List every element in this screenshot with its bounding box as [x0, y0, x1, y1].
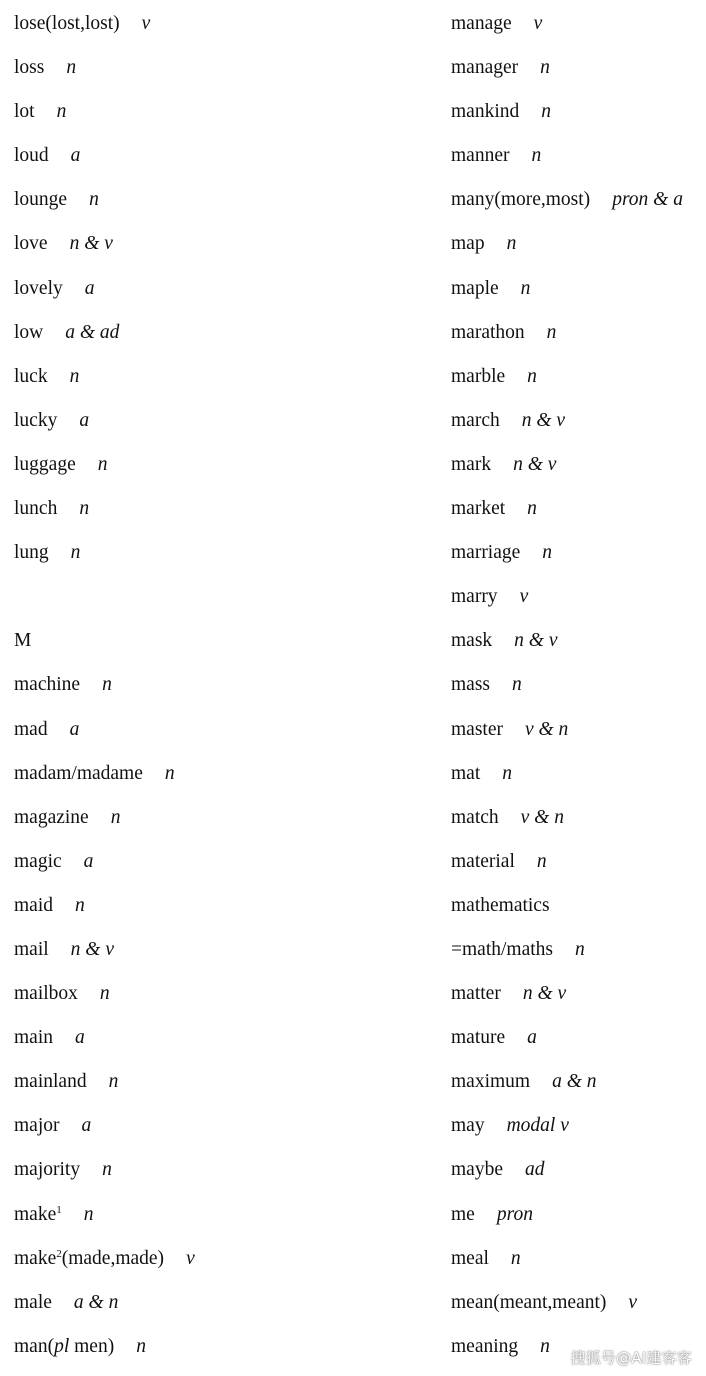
headword-part: mathematics [451, 894, 550, 916]
headword-part: maid [14, 894, 53, 916]
word-entry [451, 1016, 706, 1060]
word-entry [14, 1016, 434, 1060]
headword [451, 1060, 530, 1104]
headword-part: mad [14, 718, 48, 740]
word-entry [451, 46, 706, 90]
headword-part: marble [451, 365, 506, 387]
part-of-speech: n & v [513, 453, 557, 475]
part-of-speech: n [540, 57, 550, 79]
part-of-speech: v [519, 586, 529, 608]
part-of-speech: n [89, 189, 99, 211]
word-entry [451, 355, 706, 399]
word-entry [14, 752, 434, 796]
word-entry [14, 2, 434, 46]
watermark-text: 搜狐号@AI建客客 [570, 1349, 692, 1367]
headword-part: maybe [451, 1159, 503, 1181]
word-entry [14, 46, 434, 90]
word-entry [14, 311, 434, 355]
headword-part: many(more,most) [451, 189, 591, 211]
headword [14, 884, 53, 928]
part-of-speech: n [536, 850, 547, 872]
word-entry [14, 663, 434, 707]
headword-part: mat [451, 762, 481, 784]
headword-part: loss [14, 57, 45, 79]
headword-part: love [14, 233, 48, 255]
word-entry [14, 575, 434, 619]
headword-part: manager [451, 57, 519, 79]
headword-part: lovely [14, 277, 63, 299]
headword [451, 1016, 505, 1060]
word-entry [451, 796, 706, 840]
part-of-speech: v [533, 13, 543, 34]
headword-part: meal [451, 1247, 489, 1269]
part-of-speech: n [69, 365, 80, 387]
word-entry [451, 840, 706, 884]
headword-part: M [14, 630, 32, 652]
headword-part: marathon [451, 321, 525, 343]
headword-part: madam/madame [14, 762, 143, 784]
headword [14, 178, 67, 222]
part-of-speech: n [56, 101, 67, 123]
headword [451, 531, 520, 575]
headword [451, 972, 501, 1016]
part-of-speech: n [512, 674, 522, 696]
word-entry [14, 972, 434, 1016]
word-entry [14, 90, 434, 134]
part-of-speech: a [79, 409, 90, 431]
part-of-speech: a & ad [65, 321, 120, 343]
headword [14, 1325, 114, 1369]
headword-part: mark [451, 453, 492, 475]
part-of-speech: n [110, 806, 121, 828]
headword-part: (made,made) [61, 1247, 165, 1269]
headword-part: lunch [14, 498, 58, 520]
headword-part: major [14, 1115, 60, 1137]
part-of-speech: n [502, 762, 512, 784]
headword [14, 487, 57, 531]
headword-part: mankind [451, 101, 520, 123]
headword-part: master [451, 718, 503, 740]
part-of-speech: n [70, 542, 81, 564]
headword [14, 796, 89, 840]
part-of-speech: n [546, 321, 557, 343]
headword-part: man( [14, 1335, 55, 1357]
part-of-speech: a & n [73, 1291, 119, 1313]
part-of-speech: n [136, 1335, 146, 1357]
headword [14, 972, 78, 1016]
word-entry [451, 619, 706, 663]
part-of-speech: n [97, 453, 108, 475]
headword [451, 663, 490, 707]
headword-part: luggage [14, 453, 76, 475]
part-of-speech: n & v [522, 983, 567, 1005]
headword-part: main [14, 1027, 53, 1049]
headword [451, 884, 550, 928]
headword-part: men) [69, 1335, 115, 1357]
headword-part: magic [14, 850, 62, 872]
word-entry [451, 134, 706, 178]
headword-part: mail [14, 938, 49, 960]
headword-part: maple [451, 277, 499, 299]
headword-part: mature [451, 1027, 506, 1049]
headword-part: map [451, 233, 485, 255]
headword [14, 1281, 52, 1325]
headword [451, 222, 485, 266]
headword [14, 222, 48, 266]
word-entry [451, 311, 706, 355]
word-entry [451, 1237, 706, 1281]
part-of-speech: n [527, 365, 537, 387]
headword-part: pl [54, 1335, 70, 1357]
headword-part: march [451, 409, 500, 431]
headword-part: mainland [14, 1071, 87, 1093]
word-entry [14, 178, 434, 222]
part-of-speech: a [84, 277, 95, 299]
headword-part: may [451, 1115, 485, 1137]
part-of-speech: n [83, 1203, 94, 1225]
word-entry [451, 487, 706, 531]
word-entry [451, 267, 706, 311]
headword [451, 311, 525, 355]
headword-part: low [14, 321, 44, 343]
headword-part: meaning [451, 1335, 519, 1357]
part-of-speech: n & v [70, 938, 114, 960]
word-entry [14, 443, 434, 487]
headword [14, 267, 63, 311]
part-of-speech: n [510, 1247, 521, 1269]
headword [451, 46, 518, 90]
word-entry [451, 663, 706, 707]
part-of-speech: n & v [69, 233, 113, 255]
word-entry [451, 1060, 706, 1104]
headword [451, 840, 515, 884]
headword-part: lucky [14, 409, 58, 431]
headword [14, 134, 49, 178]
part-of-speech: n [99, 983, 110, 1005]
headword-part: make [14, 1203, 57, 1225]
part-of-speech: n [541, 101, 551, 123]
headword-part: magazine [14, 806, 89, 828]
word-entry [451, 1104, 706, 1148]
headword [14, 311, 43, 355]
part-of-speech: n [527, 498, 537, 520]
headword [14, 708, 48, 752]
right-word-column [451, 2, 706, 1369]
headword [451, 134, 509, 178]
part-of-speech: a [527, 1027, 537, 1049]
headword [451, 575, 498, 619]
part-of-speech: a [81, 1115, 92, 1137]
headword [451, 487, 505, 531]
part-of-speech: v & n [524, 718, 569, 740]
left-word-column [14, 2, 434, 1369]
headword-part: mean(meant,meant) [451, 1291, 607, 1313]
word-entry [14, 487, 434, 531]
headword [451, 619, 492, 663]
homograph-number: 2 [56, 1247, 62, 1260]
headword [451, 796, 499, 840]
word-entry [451, 752, 706, 796]
part-of-speech: n [66, 57, 77, 79]
headword [14, 1237, 164, 1281]
headword [14, 531, 49, 575]
word-entry [14, 884, 434, 928]
part-of-speech: modal v [506, 1115, 569, 1137]
headword-part: material [451, 850, 515, 872]
headword-part: lot [14, 101, 35, 123]
headword [451, 1281, 606, 1325]
part-of-speech: v & n [520, 806, 564, 828]
word-entry [14, 708, 434, 752]
word-entry [451, 531, 706, 575]
headword [14, 46, 44, 90]
headword [14, 840, 62, 884]
headword-part: mass [451, 674, 490, 696]
headword-part: lose(lost,lost) [14, 13, 120, 34]
part-of-speech: n & v [514, 630, 558, 652]
headword [451, 267, 499, 311]
part-of-speech: n [542, 542, 553, 564]
part-of-speech: a [83, 850, 94, 872]
word-entry [451, 1193, 706, 1237]
headword [14, 355, 48, 399]
part-of-speech: a [69, 718, 80, 740]
part-of-speech: n [164, 762, 175, 784]
headword-part: match [451, 806, 499, 828]
headword [14, 90, 35, 134]
part-of-speech: pron & a [612, 189, 683, 211]
headword [451, 90, 519, 134]
word-entry [451, 884, 706, 928]
word-entry [14, 619, 434, 663]
headword [451, 1325, 518, 1369]
headword-part: mask [451, 630, 493, 652]
headword [14, 1104, 59, 1148]
part-of-speech: ad [524, 1159, 545, 1181]
headword-part: market [451, 498, 506, 520]
part-of-speech: v [186, 1247, 195, 1269]
word-entry [14, 840, 434, 884]
headword [14, 1148, 80, 1192]
headword [14, 752, 143, 796]
headword-part: manner [451, 145, 510, 167]
headword [451, 355, 505, 399]
headword [451, 752, 480, 796]
word-entry [14, 1237, 434, 1281]
part-of-speech: v [628, 1291, 638, 1313]
word-entry [14, 267, 434, 311]
part-of-speech: n [108, 1071, 119, 1093]
headword [14, 443, 76, 487]
headword [14, 1016, 53, 1060]
word-entry [451, 443, 706, 487]
headword [451, 928, 553, 972]
headword-part: male [14, 1291, 52, 1313]
headword-part: machine [14, 674, 81, 696]
part-of-speech: n [102, 1159, 112, 1181]
word-entry [451, 972, 706, 1016]
headword-part: marriage [451, 542, 521, 564]
headword-part: lounge [14, 189, 68, 211]
word-entry [14, 796, 434, 840]
headword [451, 1104, 485, 1148]
headword [451, 443, 491, 487]
headword [451, 708, 503, 752]
headword [451, 1237, 489, 1281]
word-entry [451, 222, 706, 266]
part-of-speech: n [531, 145, 542, 167]
word-entry [14, 1281, 434, 1325]
word-entry [14, 1060, 434, 1104]
headword [451, 399, 500, 443]
headword-part: marry [451, 586, 498, 608]
headword [14, 663, 80, 707]
headword [14, 399, 57, 443]
part-of-speech: n [520, 277, 531, 299]
word-entry [14, 222, 434, 266]
headword-part: lung [14, 542, 49, 564]
word-entry [14, 531, 434, 575]
headword-part: make [14, 1247, 57, 1269]
word-entry [14, 399, 434, 443]
word-entry [451, 178, 706, 222]
word-entry [451, 399, 706, 443]
part-of-speech: n & v [521, 409, 566, 431]
headword-part: luck [14, 365, 48, 387]
word-entry [451, 2, 706, 46]
part-of-speech: a [70, 145, 81, 167]
headword [451, 178, 590, 222]
part-of-speech: n [79, 498, 90, 520]
word-entry [14, 134, 434, 178]
word-entry [451, 1148, 706, 1192]
headword [451, 1148, 503, 1192]
headword [14, 1060, 87, 1104]
headword-part: me [451, 1203, 475, 1225]
word-entry [451, 708, 706, 752]
headword-part: loud [14, 145, 49, 167]
headword-part: matter [451, 983, 501, 1005]
headword [451, 2, 512, 46]
headword [14, 1193, 62, 1237]
headword-part: majority [14, 1159, 81, 1181]
part-of-speech: a [75, 1027, 85, 1049]
part-of-speech: n [575, 938, 585, 960]
word-entry [14, 355, 434, 399]
headword [14, 619, 31, 663]
headword-part: mailbox [14, 983, 78, 1005]
part-of-speech: n [102, 674, 112, 696]
word-entry [14, 1193, 434, 1237]
part-of-speech: n [75, 894, 85, 916]
headword [14, 928, 49, 972]
word-entry [14, 1104, 434, 1148]
part-of-speech: n [506, 233, 517, 255]
word-entry [14, 1148, 434, 1192]
word-entry [451, 575, 706, 619]
word-entry [14, 1325, 434, 1369]
headword-part: maximum [451, 1071, 531, 1093]
headword [14, 2, 120, 46]
part-of-speech: n [540, 1335, 550, 1357]
word-entry [451, 928, 706, 972]
word-entry [14, 928, 434, 972]
word-entry [451, 90, 706, 134]
homograph-number: 1 [56, 1203, 62, 1216]
headword-part: =math/maths [451, 938, 553, 960]
headword [451, 1193, 475, 1237]
part-of-speech: v [141, 13, 151, 34]
word-entry [451, 1281, 706, 1325]
part-of-speech: a & n [552, 1071, 597, 1093]
headword-part: manage [451, 13, 512, 34]
part-of-speech: pron [496, 1203, 533, 1225]
